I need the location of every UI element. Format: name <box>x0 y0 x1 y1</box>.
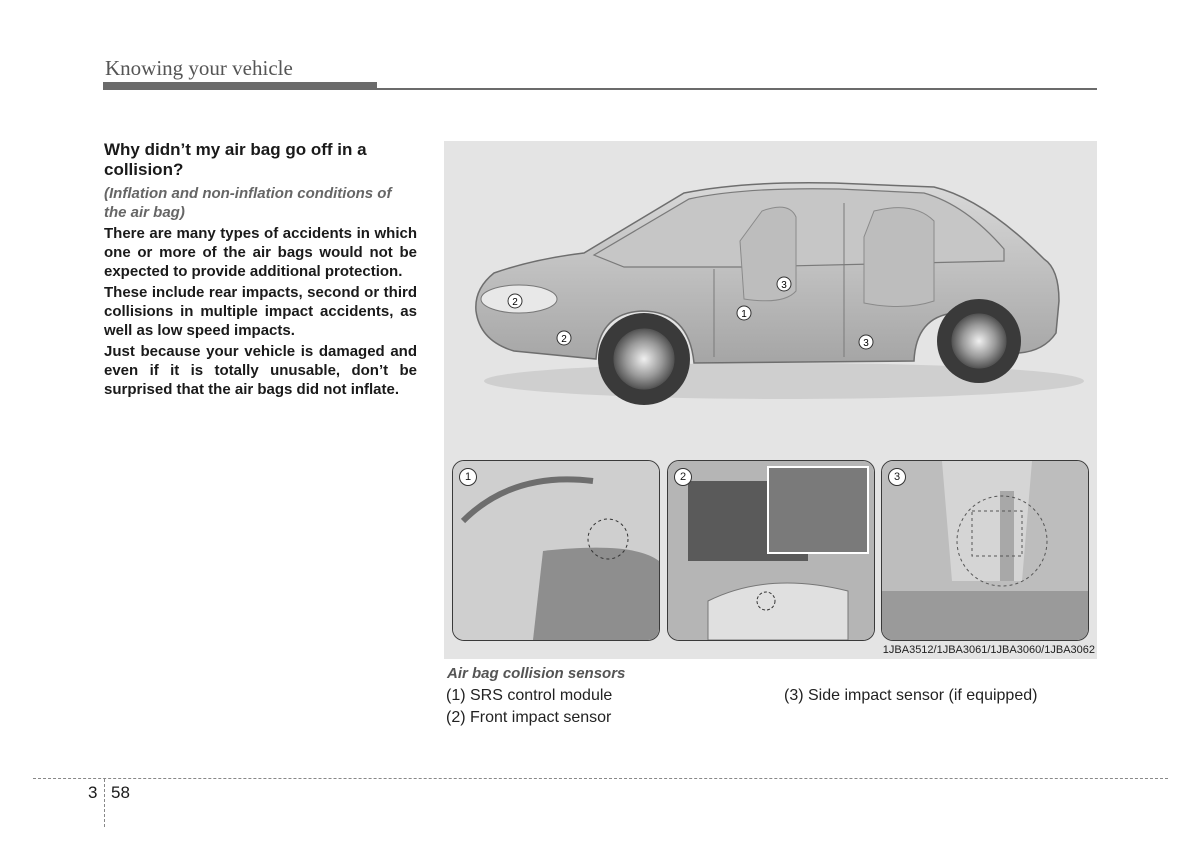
rear-rim <box>952 314 1006 368</box>
inset-front-impact-sensor <box>667 460 875 641</box>
car-windows <box>594 189 1004 267</box>
callout-label: 2 <box>512 297 518 308</box>
car-illustration <box>444 141 1097 461</box>
callout-3 <box>777 277 791 291</box>
header-rule-thick <box>103 82 377 90</box>
callout-2 <box>508 294 522 308</box>
inset-srs-module <box>452 460 660 641</box>
callout-label: 1 <box>741 309 747 320</box>
article-question: Why didn’t my air bag go off in a collision? <box>104 140 367 179</box>
front-rim <box>614 329 674 389</box>
engine-bay-illustration <box>668 461 874 640</box>
article-column <box>104 140 417 399</box>
seat-floor-illustration <box>453 461 659 640</box>
footer-rule <box>33 778 1168 779</box>
caption-item: (1) SRS control module <box>446 687 613 704</box>
header-rule-thin <box>377 88 1097 90</box>
caption-item: (3) Side impact sensor (if equipped) <box>784 687 1038 704</box>
page-number: 58 <box>111 783 130 802</box>
inset-number: 2 <box>674 468 692 486</box>
callout-label: 2 <box>561 334 567 345</box>
chapter-number: 3 <box>88 783 98 802</box>
image-reference-code: 1JBA3512/1JBA3061/1JBA3060/1JBA3062 <box>882 644 1095 656</box>
callout-2 <box>557 331 571 345</box>
caption-item: (2) Front impact sensor <box>446 709 612 726</box>
seat-rear <box>864 208 934 307</box>
callout-label: 3 <box>863 338 869 349</box>
callout-1 <box>737 306 751 320</box>
sensor-figure <box>444 141 1097 659</box>
article-paragraph: These include rear impacts, second or third collisions in multiple impact accidents, as well as low speed impacts. <box>104 284 417 339</box>
footer-divider <box>104 779 105 827</box>
article-paragraph: There are many types of accidents in which one or more of the air bags would not be expected to provide additional protection. <box>104 225 417 280</box>
section-title: Knowing your vehicle <box>105 56 293 80</box>
inset-side-impact-sensor <box>881 460 1089 641</box>
callout-3 <box>859 335 873 349</box>
callout-label: 3 <box>781 280 787 291</box>
pillar-illustration <box>882 461 1088 640</box>
caption-title: Air bag collision sensors <box>447 665 626 682</box>
inset-number: 3 <box>888 468 906 486</box>
article-paragraph: Just because your vehicle is damaged and even if it is totally unusable, don’t be surprised that the air bags did not inflate. <box>104 343 417 398</box>
article-subtitle: (Inflation and non-inflation conditions of the air bag) <box>104 185 392 221</box>
inset-number: 1 <box>459 468 477 486</box>
